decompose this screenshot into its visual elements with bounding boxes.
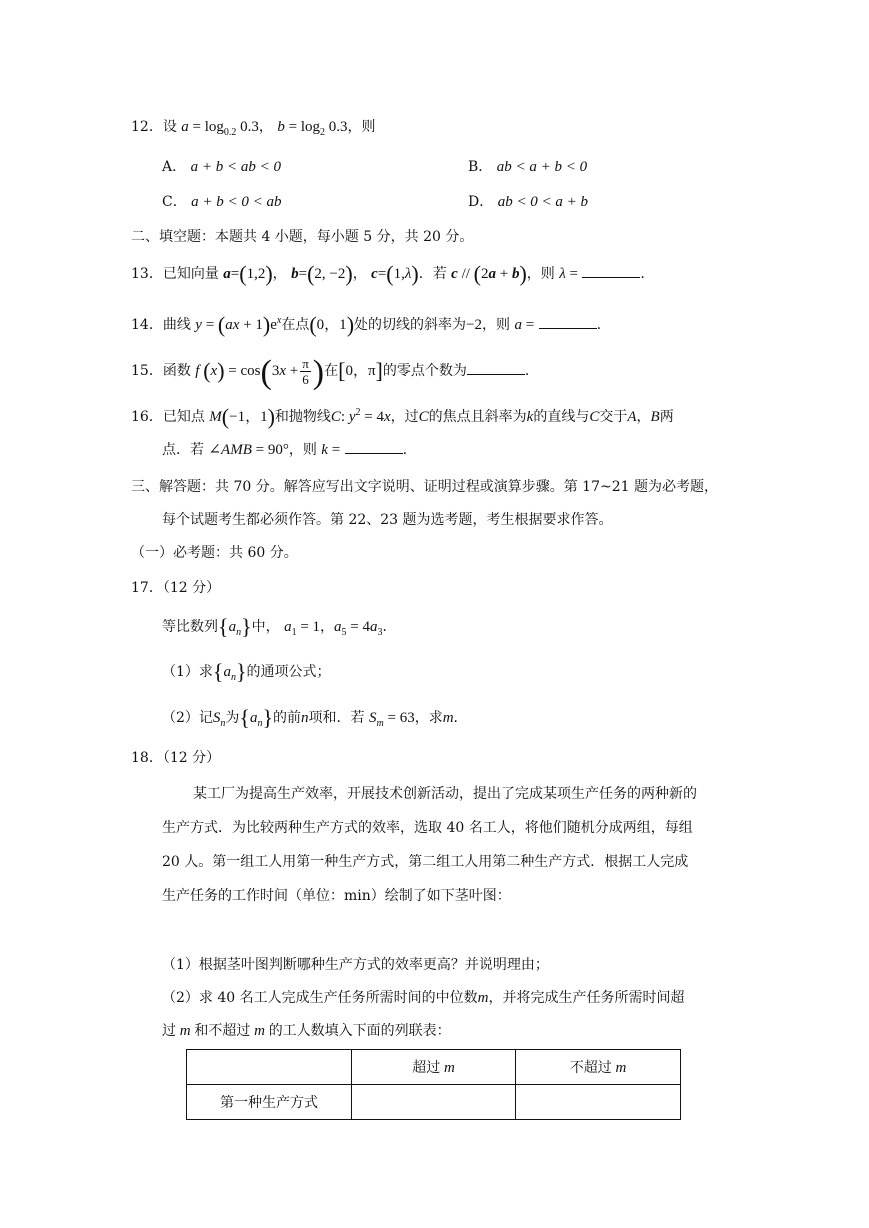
question-18-paragraph-line3: 20 人。第一组工人用第一种生产方式，第二组工人用第二种生产方式．根据工人完成 xyxy=(162,854,689,870)
option-d: D． ab < 0 < a + b xyxy=(468,194,589,210)
question-13: 13．已知向量 a=(1,2)， b=(2, −2)， c=(1,λ)．若 c // (2a + b)，则 λ = . xyxy=(131,261,645,286)
question-16-line1: 16．已知点 M(−1，1)和抛物线C: $y^2 = 4x$，过C的焦点且斜率为k的直线与C交于A，B两 xyxy=(131,404,674,429)
answer-blank xyxy=(539,315,597,329)
answer-blank xyxy=(467,361,525,375)
question-14: 14．曲线 $y = (ax + 1)e^x$在点(0，1)处的切线的斜率为−2，则 a = . xyxy=(131,312,602,337)
required-questions-header: （一）必考题：共 60 分。 xyxy=(131,545,298,561)
question-18-paragraph-line1: 某工厂为提高生产效率，开展技术创新活动，提出了完成某项生产任务的两种新的 xyxy=(193,786,697,802)
section-answer-header-line2: 每个试题考生都必须作答。第 22、23 题为选考题，考生根据要求作答。 xyxy=(162,512,613,528)
table-cell xyxy=(187,1050,352,1085)
question-17-part2: （2）记$S_n$为$\{a_n\}$的前n项和．若 $S_m = 63$，求m． xyxy=(162,705,468,730)
question-15: 15．函数 f (x) = cos(3x + $\frac{\pi}{6}$ )在[0，π]的零点个数为 . xyxy=(131,353,530,391)
contingency-table xyxy=(186,1049,681,1120)
question-18-part2-line2: 过 m 和不超过 m 的工人数填入下面的列联表： xyxy=(162,1023,451,1039)
answer-blank xyxy=(582,264,640,278)
question-17-head: 17．（12 分） xyxy=(131,580,221,596)
question-18-part2-line1: （2）求 40 名工人完成生产任务所需时间的中位数m，并将完成生产任务所需时间超 xyxy=(162,990,685,1006)
option-b: B． ab < a + b < 0 xyxy=(468,159,588,175)
question-17-part1: （1）求$\{a_n\}$的通项公式； xyxy=(162,659,331,684)
table-cell xyxy=(516,1085,681,1120)
question-16-line2: 点．若 ∠AMB = 90°，则 k = . xyxy=(162,442,408,458)
table-header-exceed: 超过 m xyxy=(352,1050,516,1085)
question-18-paragraph-line2: 生产方式．为比较两种生产方式的效率，选取 40 名工人，将他们随机分成两组，每组 xyxy=(162,820,693,836)
table-cell xyxy=(352,1085,516,1120)
section-fill-in-header: 二、填空题：本题共 4 小题，每小题 5 分，共 20 分。 xyxy=(131,229,474,245)
question-18-head: 18．（12 分） xyxy=(131,750,221,766)
question-18-part1: （1）根据茎叶图判断哪种生产方式的效率更高？并说明理由； xyxy=(162,957,549,973)
option-c: C． a + b < 0 < ab xyxy=(162,194,282,210)
question-18-paragraph-line4: 生产任务的工作时间（单位：min）绘制了如下茎叶图： xyxy=(162,888,511,904)
answer-blank xyxy=(345,440,403,454)
option-a: A． a + b < ab < 0 xyxy=(162,159,281,175)
table-header-not-exceed: 不超过 m xyxy=(516,1050,681,1085)
section-answer-header-line1: 三、解答题：共 70 分。解答应写出文字说明、证明过程或演算步骤。第 17~21 题为必考题， xyxy=(131,479,718,495)
question-12-stem: 12．设 $a = \log_{0.2} 0.3$， $b = \log_2 0.3$，则 xyxy=(131,119,376,138)
table-header-row xyxy=(187,1050,681,1085)
table-row xyxy=(187,1085,681,1120)
question-17-stem: 等比数列$\{a_n\}$中， $a_1 = 1$，$a_5 = 4a_3$． xyxy=(162,614,397,639)
table-row-label: 第一种生产方式 xyxy=(187,1085,352,1120)
